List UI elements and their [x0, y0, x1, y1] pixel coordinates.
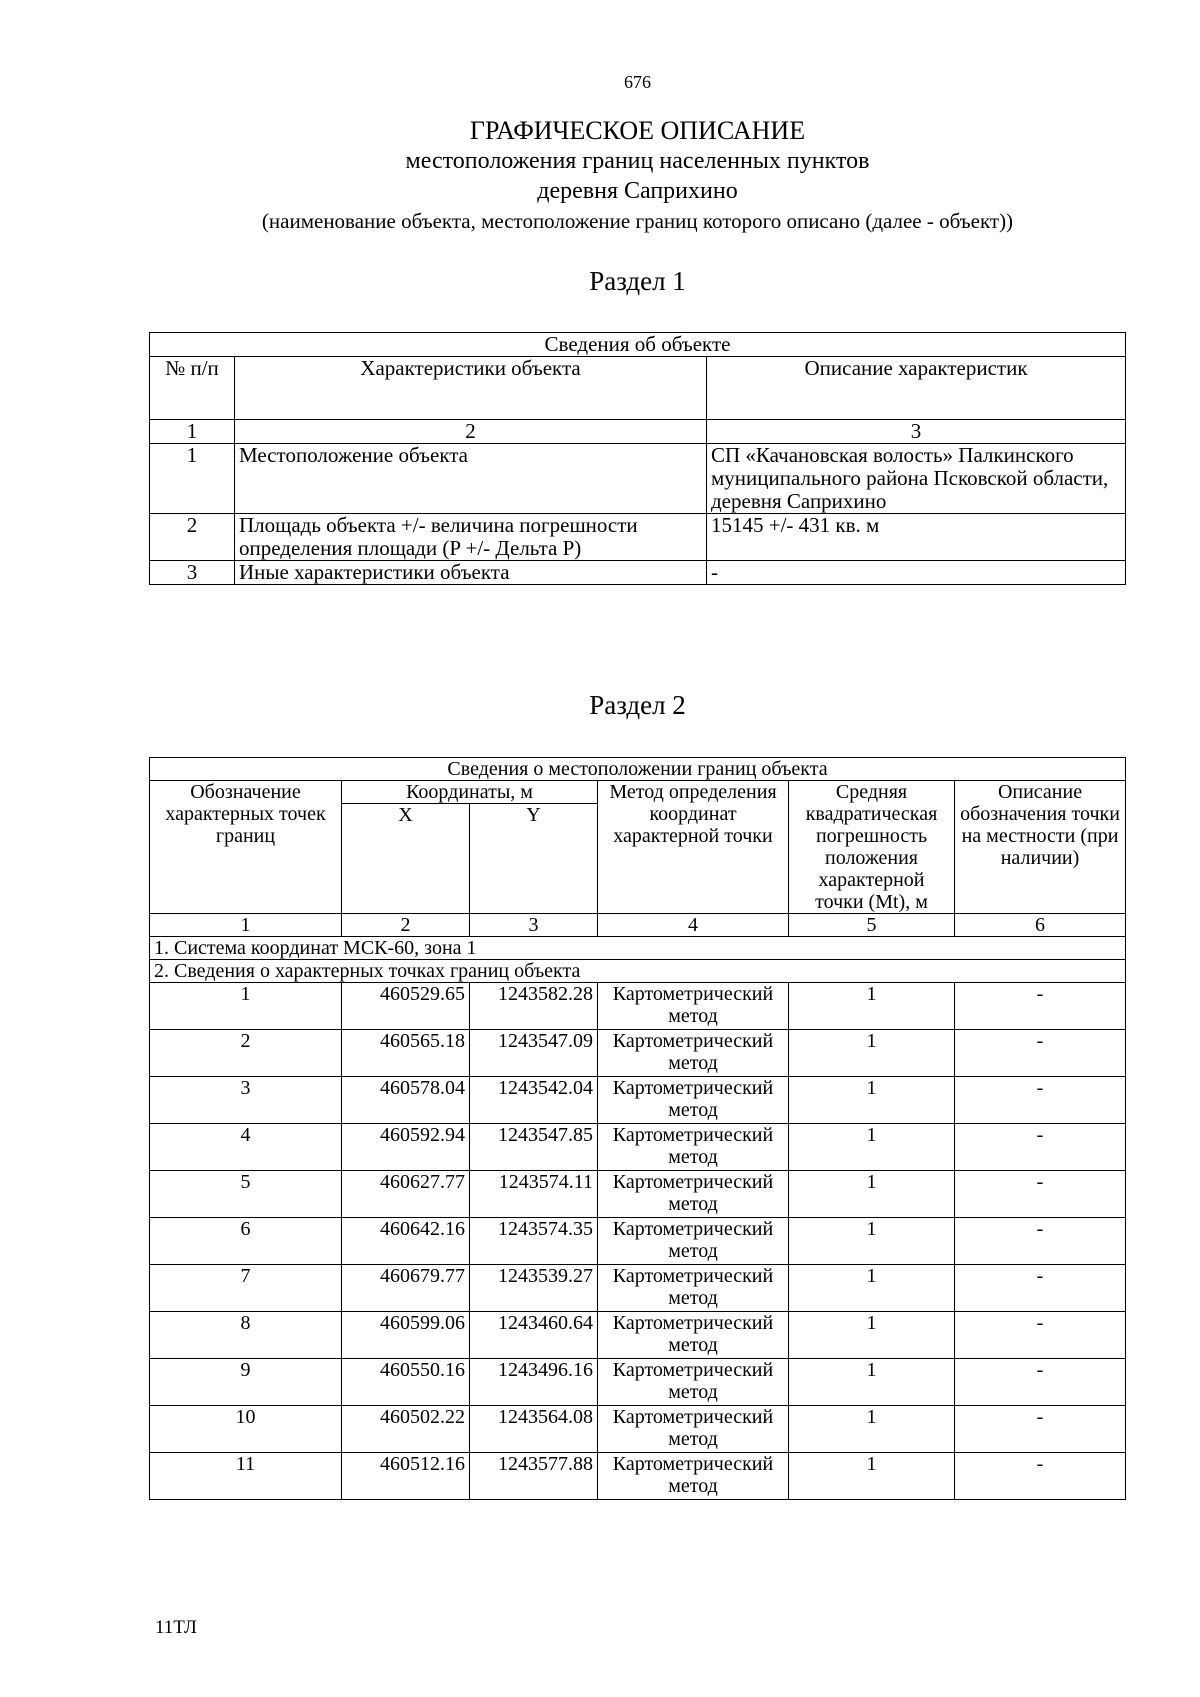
- point-x: 460578.04: [342, 1077, 470, 1124]
- point-id: 7: [150, 1265, 342, 1312]
- point-y: 1243564.08: [470, 1406, 598, 1453]
- col-number: 2: [342, 914, 470, 937]
- col-number: 4: [598, 914, 789, 937]
- point-error: 1: [789, 1124, 955, 1171]
- point-id: 9: [150, 1359, 342, 1406]
- point-x: 460550.16: [342, 1359, 470, 1406]
- point-y: 1243547.09: [470, 1030, 598, 1077]
- point-id: 8: [150, 1312, 342, 1359]
- point-error: 1: [789, 1171, 955, 1218]
- col-header-error: Средняя квадратическая погрешность положения характерной точки (Mt), м: [789, 781, 955, 914]
- col-number: 6: [955, 914, 1126, 937]
- page-number: 676: [624, 72, 651, 92]
- point-x: 460642.16: [342, 1218, 470, 1265]
- point-id: 2: [150, 1030, 342, 1077]
- point-id: 1: [150, 983, 342, 1030]
- point-id: 11: [150, 1453, 342, 1500]
- point-method: Картометрический метод: [598, 1124, 789, 1171]
- point-error: 1: [789, 1077, 955, 1124]
- row-value: 15145 +/- 431 кв. м: [707, 514, 1126, 561]
- point-id: 10: [150, 1406, 342, 1453]
- row-num: 1: [150, 444, 235, 514]
- point-id: 4: [150, 1124, 342, 1171]
- point-description: -: [955, 1453, 1126, 1500]
- point-x: 460592.94: [342, 1124, 470, 1171]
- col-header-point: Обозначение характерных точек границ: [150, 781, 342, 914]
- point-y: 1243574.35: [470, 1218, 598, 1265]
- point-error: 1: [789, 1030, 955, 1077]
- point-y: 1243542.04: [470, 1077, 598, 1124]
- point-method: Картометрический метод: [598, 1218, 789, 1265]
- col-number: 2: [235, 420, 707, 444]
- table-row: [150, 1359, 1126, 1406]
- section1-heading: Раздел 1: [589, 266, 686, 296]
- point-x: 460565.18: [342, 1030, 470, 1077]
- document-subtitle: местоположения границ населенных пунктов: [405, 148, 870, 174]
- point-method: Картометрический метод: [598, 1030, 789, 1077]
- point-error: 1: [789, 1359, 955, 1406]
- point-x: 460529.65: [342, 983, 470, 1030]
- document-title: ГРАФИЧЕСКОЕ ОПИСАНИЕ: [469, 116, 806, 145]
- point-x: 460627.77: [342, 1171, 470, 1218]
- point-x: 460599.06: [342, 1312, 470, 1359]
- points-title-row: 2. Сведения о характерных точках границ объекта: [150, 960, 1126, 983]
- footer-code: 11ТЛ: [155, 1617, 197, 1638]
- table-row: [150, 1453, 1126, 1500]
- point-id: 6: [150, 1218, 342, 1265]
- point-method: Картометрический метод: [598, 1359, 789, 1406]
- object-caption: (наименование объекта, местоположение границ которого описано (далее - объект)): [261, 209, 1014, 233]
- row-name: Площадь объекта +/- величина погрешности определения площади (P +/- Дельта P): [235, 514, 707, 561]
- row-num: 2: [150, 514, 235, 561]
- row-value: -: [707, 561, 1126, 585]
- document-header: [0, 116, 1200, 236]
- point-description: -: [955, 1359, 1126, 1406]
- col-header-method: Метод определения координат характерной точки: [598, 781, 789, 914]
- point-description: -: [955, 983, 1126, 1030]
- row-num: 3: [150, 561, 235, 585]
- point-description: -: [955, 1312, 1126, 1359]
- col-header-y: Y: [470, 804, 598, 914]
- col-number: 5: [789, 914, 955, 937]
- point-description: -: [955, 1124, 1126, 1171]
- point-y: 1243539.27: [470, 1265, 598, 1312]
- object-name: деревня Саприхино: [537, 178, 738, 204]
- point-method: Картометрический метод: [598, 1406, 789, 1453]
- row-value: СП «Качановская волость» Палкинского муниципального района Псковской области, деревня Саприхино: [707, 444, 1126, 514]
- col-header-coords: Координаты, м: [342, 781, 598, 804]
- object-info-table: [149, 332, 1126, 585]
- point-method: Картометрический метод: [598, 1453, 789, 1500]
- point-y: 1243582.28: [470, 983, 598, 1030]
- point-method: Картометрический метод: [598, 1312, 789, 1359]
- point-x: 460502.22: [342, 1406, 470, 1453]
- col-number: 1: [150, 420, 235, 444]
- point-description: -: [955, 1030, 1126, 1077]
- point-y: 1243496.16: [470, 1359, 598, 1406]
- col-header-num: № п/п: [150, 357, 235, 420]
- table-row: [150, 1265, 1126, 1312]
- coord-system-row: 1. Система координат МСК-60, зона 1: [150, 937, 1126, 960]
- point-y: 1243574.11: [470, 1171, 598, 1218]
- points-body: [150, 983, 1126, 1500]
- point-method: Картометрический метод: [598, 1265, 789, 1312]
- section2-heading: Раздел 2: [589, 690, 686, 720]
- table-row: [150, 1406, 1126, 1453]
- col-header-characteristic: Характеристики объекта: [235, 357, 707, 420]
- col-number: 3: [470, 914, 598, 937]
- point-id: 5: [150, 1171, 342, 1218]
- col-header-description: Описание обозначения точки на местности (при наличии): [955, 781, 1126, 914]
- boundary-table-title: Сведения о местоположении границ объекта: [150, 758, 1126, 781]
- point-description: -: [955, 1406, 1126, 1453]
- table-row: [150, 983, 1126, 1030]
- point-method: Картометрический метод: [598, 983, 789, 1030]
- point-description: -: [955, 1218, 1126, 1265]
- point-error: 1: [789, 1406, 955, 1453]
- point-y: 1243547.85: [470, 1124, 598, 1171]
- point-y: 1243460.64: [470, 1312, 598, 1359]
- row-name: Иные характеристики объекта: [235, 561, 707, 585]
- col-header-description: Описание характеристик: [707, 357, 1126, 420]
- table-row: [150, 1030, 1126, 1077]
- col-number: 1: [150, 914, 342, 937]
- table-row: [150, 444, 1126, 514]
- point-x: 460679.77: [342, 1265, 470, 1312]
- point-error: 1: [789, 1453, 955, 1500]
- point-x: 460512.16: [342, 1453, 470, 1500]
- point-error: 1: [789, 983, 955, 1030]
- point-method: Картометрический метод: [598, 1171, 789, 1218]
- point-id: 3: [150, 1077, 342, 1124]
- table-row: [150, 1312, 1126, 1359]
- object-info-table-title: Сведения об объекте: [150, 333, 1126, 357]
- point-error: 1: [789, 1312, 955, 1359]
- table-row: [150, 1218, 1126, 1265]
- table-row: [150, 561, 1126, 585]
- col-header-x: X: [342, 804, 470, 914]
- point-method: Картометрический метод: [598, 1077, 789, 1124]
- table-row: [150, 1171, 1126, 1218]
- point-y: 1243577.88: [470, 1453, 598, 1500]
- point-error: 1: [789, 1218, 955, 1265]
- point-description: -: [955, 1077, 1126, 1124]
- table-row: [150, 1077, 1126, 1124]
- col-number: 3: [707, 420, 1126, 444]
- point-description: -: [955, 1265, 1126, 1312]
- point-description: -: [955, 1171, 1126, 1218]
- row-name: Местоположение объекта: [235, 444, 707, 514]
- boundary-points-table: [149, 757, 1126, 1500]
- table-row: [150, 1124, 1126, 1171]
- point-error: 1: [789, 1265, 955, 1312]
- table-row: [150, 514, 1126, 561]
